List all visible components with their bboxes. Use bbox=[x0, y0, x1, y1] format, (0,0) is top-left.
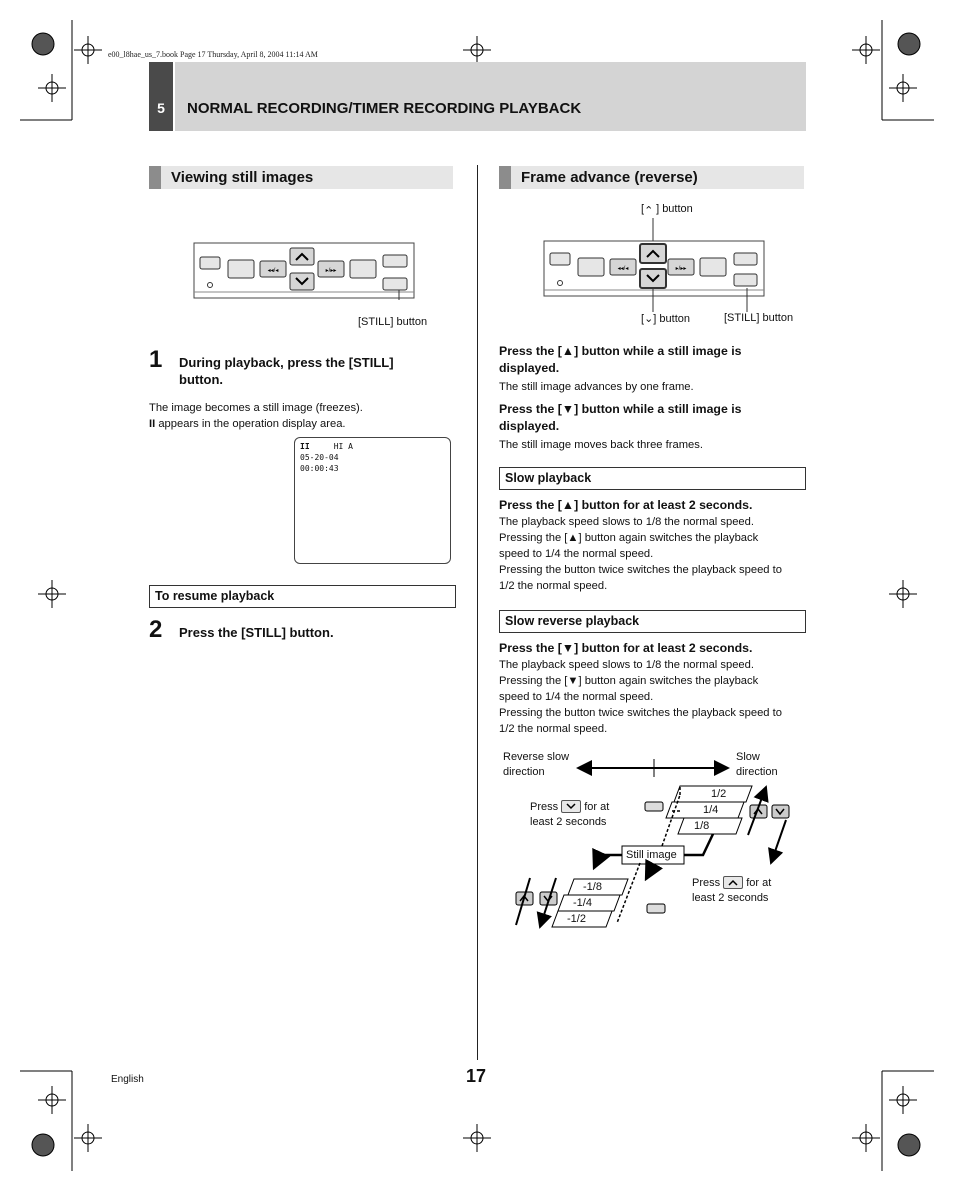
still-button-caption: [STILL] button bbox=[358, 316, 428, 328]
step-text-line: button. bbox=[179, 372, 224, 387]
chapter-number-tab bbox=[149, 62, 173, 131]
print-info-line: e00_l8hae_us_7.book Page 17 Thursday, April 8, 2004 11:14 AM bbox=[108, 50, 318, 59]
section-heading-frame-advance bbox=[499, 166, 804, 189]
note-line: least 2 seconds bbox=[692, 892, 769, 904]
step-number: 1 bbox=[149, 346, 163, 373]
page-number: 17 bbox=[466, 1066, 487, 1086]
body-line: Pressing the button twice switches the playback speed to bbox=[499, 707, 782, 719]
osd-mode: HI A bbox=[333, 442, 353, 451]
body-line: 1/2 the normal speed. bbox=[499, 723, 608, 735]
note-text: Press bbox=[530, 801, 559, 813]
section-title: Viewing still images bbox=[171, 169, 314, 186]
frame-advance-instructions bbox=[499, 343, 809, 453]
osd-text bbox=[300, 441, 353, 474]
label-line: Slow bbox=[736, 751, 760, 763]
up-button-caption: [⌃ ] button bbox=[641, 203, 693, 217]
heading-text: ] button for at least 2 seconds. bbox=[574, 498, 753, 512]
instruction-heading bbox=[499, 640, 809, 657]
down-arrow-icon: ▼ bbox=[561, 641, 575, 655]
speed-label-forward-1: 1/2 bbox=[711, 788, 727, 800]
body-line bbox=[149, 416, 363, 432]
speed-label-forward-2: 1/4 bbox=[703, 804, 719, 816]
down-arrow-icon: ▼ bbox=[561, 402, 575, 416]
body-text: ] button again switches the playback bbox=[578, 675, 759, 687]
down-key-icon bbox=[561, 800, 581, 813]
step-number: 2 bbox=[149, 616, 163, 643]
body-text: appears in the operation display area. bbox=[158, 418, 346, 430]
section-title: Frame advance (reverse) bbox=[521, 169, 698, 186]
down-arrow-icon: ▼ bbox=[567, 675, 579, 687]
note-line: least 2 seconds bbox=[530, 816, 607, 828]
note-line bbox=[530, 800, 609, 815]
instruction-body: The still image moves back three frames. bbox=[499, 439, 703, 451]
body-line: The playback speed slows to 1/8 the normal speed. bbox=[499, 659, 754, 671]
operation-display-monitor bbox=[294, 437, 451, 564]
footer-language: English bbox=[111, 1074, 144, 1085]
remote-panel-illustration-right bbox=[543, 218, 765, 298]
speed-diagram bbox=[500, 755, 810, 935]
up-arrow-icon: ▲ bbox=[561, 344, 575, 358]
chapter-number: 5 bbox=[157, 100, 165, 116]
up-arrow-icon: ⌃ bbox=[644, 205, 654, 217]
heading-text: ] button while a still image is bbox=[574, 344, 742, 358]
column-divider bbox=[477, 165, 478, 1060]
step-text bbox=[179, 354, 394, 388]
svg-text:◂◂/◂: ◂◂/◂ bbox=[267, 268, 279, 274]
svg-text:▸/▸▸: ▸/▸▸ bbox=[325, 268, 337, 274]
speed-label-forward-3: 1/8 bbox=[694, 820, 710, 832]
step-text-line: During playback, press the [STILL] bbox=[179, 355, 394, 370]
body-text: ] button again switches the playback bbox=[578, 532, 759, 544]
note-text: for at bbox=[746, 877, 772, 889]
heading-text: Press the [ bbox=[499, 498, 562, 512]
instruction-heading-line2: displayed. bbox=[499, 361, 560, 375]
osd-time: 00:00:43 bbox=[300, 464, 339, 473]
step-text: Press the [STILL] button. bbox=[179, 625, 334, 640]
press-down-note bbox=[530, 800, 609, 830]
label-line: direction bbox=[736, 766, 778, 778]
body-text: Pressing the [ bbox=[499, 675, 568, 687]
note-text: Press bbox=[692, 877, 721, 889]
instruction-heading-line2: displayed. bbox=[499, 419, 560, 433]
slow-playback-box: Slow playback bbox=[499, 467, 806, 490]
heading-text: Press the [ bbox=[499, 641, 562, 655]
note-text: for at bbox=[584, 801, 610, 813]
section-heading-still bbox=[149, 166, 453, 189]
caption-leader-lines bbox=[600, 288, 800, 314]
heading-text: ] button while a still image is bbox=[574, 402, 742, 416]
press-up-note bbox=[692, 876, 771, 906]
body-text: Pressing the [ bbox=[499, 532, 568, 544]
heading-text: Press the [ bbox=[499, 344, 562, 358]
speed-label-reverse-2: -1/4 bbox=[573, 897, 592, 909]
body-line: 1/2 the normal speed. bbox=[499, 580, 608, 592]
chapter-band bbox=[175, 62, 806, 131]
label-line: direction bbox=[503, 766, 545, 778]
body-line bbox=[499, 530, 809, 546]
step-body bbox=[149, 400, 363, 432]
caption-text: button bbox=[659, 313, 690, 325]
pause-glyph: II bbox=[149, 418, 156, 430]
body-line bbox=[499, 673, 809, 689]
heading-text: Press the [ bbox=[499, 402, 562, 416]
caption-text: button bbox=[662, 203, 693, 215]
body-line: The image becomes a still image (freezes). bbox=[149, 402, 363, 414]
instruction-heading bbox=[499, 497, 809, 514]
heading-text: ] button for at least 2 seconds. bbox=[574, 641, 753, 655]
osd-date: 05-20-04 bbox=[300, 453, 339, 462]
down-arrow-icon: ⌄ bbox=[644, 313, 654, 325]
body-line: Pressing the button twice switches the playback speed to bbox=[499, 564, 782, 576]
instruction-body: The still image advances by one frame. bbox=[499, 381, 694, 393]
osd-pause: II bbox=[300, 442, 310, 451]
chapter-title: NORMAL RECORDING/TIMER RECORDING PLAYBACK bbox=[187, 100, 582, 117]
up-arrow-icon: ▲ bbox=[561, 498, 575, 512]
body-line: speed to 1/4 the normal speed. bbox=[499, 548, 654, 560]
note-line bbox=[692, 876, 771, 891]
still-image-label: Still image bbox=[626, 849, 677, 861]
svg-text:◂◂/◂: ◂◂/◂ bbox=[617, 266, 629, 272]
slow-reverse-text bbox=[499, 640, 809, 737]
svg-text:▸/▸▸: ▸/▸▸ bbox=[675, 266, 687, 272]
speed-label-reverse-1: -1/8 bbox=[583, 881, 602, 893]
instruction-heading bbox=[499, 343, 809, 360]
resume-playback-box: To resume playback bbox=[149, 585, 456, 608]
up-arrow-icon: ▲ bbox=[567, 532, 579, 544]
down-button-caption: [⌄] button bbox=[641, 313, 690, 325]
slow-playback-text bbox=[499, 497, 809, 594]
up-key-icon bbox=[723, 876, 743, 889]
slow-reverse-box: Slow reverse playback bbox=[499, 610, 806, 633]
instruction-heading bbox=[499, 401, 809, 418]
body-line: speed to 1/4 the normal speed. bbox=[499, 691, 654, 703]
remote-panel-illustration bbox=[193, 242, 415, 300]
label-line: Reverse slow bbox=[503, 751, 570, 763]
speed-label-reverse-3: -1/2 bbox=[567, 913, 586, 925]
still-button-caption-right: [STILL] button bbox=[724, 312, 794, 324]
body-line: The playback speed slows to 1/8 the normal speed. bbox=[499, 516, 754, 528]
